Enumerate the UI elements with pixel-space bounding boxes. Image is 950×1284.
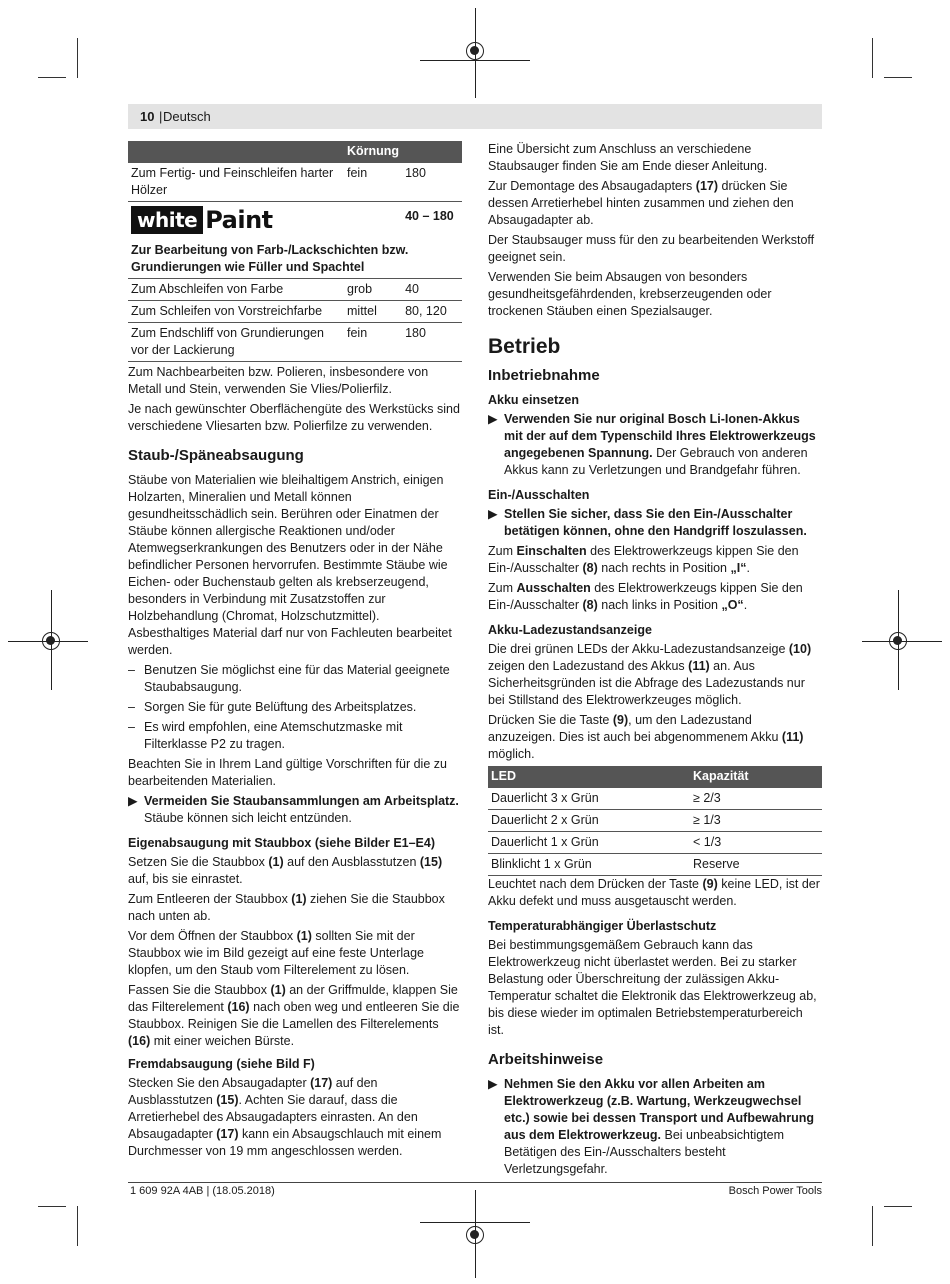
grain-table-header-grit	[402, 141, 462, 163]
table-cell: Zum Fertig- und Feinschleifen harter Hölzer	[128, 163, 344, 202]
table-cell: mittel	[344, 301, 402, 323]
right-column	[488, 141, 822, 1181]
left-column	[128, 141, 462, 1163]
warning-bold: Nehmen Sie den Akku vor allen Arbeiten am Elektrowerkzeug (z.B. Wartung, Werkzeugwechsel etc.) sowie bei dessen Transport und Aufbewahrung aus dem Elektrowerkzeug.	[504, 1077, 814, 1142]
paragraph: Verwenden Sie beim Absaugen von besonders gesundheitsgefährdenden, krebserzeugenden oder trockenen Stäuben einen Spezialsauger.	[488, 270, 772, 318]
table-cell: 180	[402, 163, 462, 202]
grain-table	[128, 141, 462, 362]
crop-mark	[77, 1206, 78, 1246]
table-cell: Zum Endschliff von Grundierungen vor der Lackierung	[128, 323, 344, 362]
list-item-text: Sorgen Sie für gute Belüftung des Arbeitsplatzes.	[144, 700, 417, 714]
led-table-header-capacity: Kapazität	[690, 766, 822, 788]
warning-text: Bei unbeabsichtigtem Betätigen des Ein-/Ausschalters besteht Verletzungsgefahr.	[504, 1128, 785, 1176]
paragraph: Die drei grünen LEDs der Akku-Ladezustandsanzeige (10) zeigen den Ladezustand des Akkus (11) an. Aus Sicherheitsgründen ist die Abfrage des Ladezustands nur bei Stillstand des Elektrowerkzeuges möglich.	[488, 642, 812, 707]
registration-mark	[889, 632, 907, 650]
table-row	[128, 202, 462, 237]
paragraph: Setzen Sie die Staubbox (1) auf den Ausblasstutzen (15) auf, bis sie einrastet.	[128, 855, 443, 886]
paragraph: Zum Entleeren der Staubbox (1) ziehen Sie die Staubbox nach unten ab.	[128, 892, 445, 923]
dash-bullet: –	[128, 663, 135, 677]
crop-mark	[77, 38, 78, 78]
subheading: Fremdabsaugung (siehe Bild F)	[128, 1057, 315, 1071]
warning-bold: Vermeiden Sie Staubansammlungen am Arbeitsplatz.	[144, 794, 459, 808]
list-item-text: Es wird empfohlen, eine Atemschutzmaske mit Filterklasse P2 zu tragen.	[144, 720, 403, 751]
paragraph: Zum Ausschalten des Elektrowerkzeugs kippen Sie den Ein-/Ausschalter (8) nach links in Position „O“.	[488, 581, 803, 612]
paragraph: Eine Übersicht zum Anschluss an verschiedene Staubsauger finden Sie am Ende dieser Anleitung.	[488, 142, 768, 173]
footer-document-number: 1 609 92A 4AB | (18.05.2018)	[130, 1185, 275, 1197]
table-cell: fein	[344, 323, 402, 362]
grain-table-header-use	[128, 141, 344, 163]
table-cell: 40	[402, 279, 462, 301]
paragraph: Stecken Sie den Absaugadapter (17) auf den Ausblasstutzen (15). Achten Sie darauf, dass die Arretierhebel des Absaugadapters einrasten. An den Absaugadapter (17) kann ein Absaugschlauch mit einem Durchmesser von 19 mm angeschlossen werden.	[128, 1076, 442, 1158]
crop-mark	[872, 1206, 873, 1246]
table-row: Dauerlicht 1 x Grün < 1/3	[488, 832, 822, 854]
page-number: 10	[140, 109, 155, 124]
white-paint-logo	[131, 206, 399, 234]
table-cell: 80, 120	[402, 301, 462, 323]
subheading: Akku einsetzen	[488, 393, 580, 407]
table-row	[128, 323, 462, 362]
subheading: Ein-/Ausschalten	[488, 488, 590, 502]
paragraph: Beachten Sie in Ihrem Land gültige Vorschriften für die zu bearbeitenden Materialien.	[128, 757, 447, 788]
table-row	[128, 301, 462, 323]
table-subheading: Zur Bearbeitung von Farb-/Lackschichten bzw. Grundierungen wie Füller und Spachtel	[128, 236, 462, 279]
warning-text: Stäube können sich leicht entzünden.	[144, 811, 352, 825]
table-row: Blinklicht 1 x Grün Reserve	[488, 854, 822, 876]
dash-bullet: –	[128, 700, 135, 714]
warning-item	[128, 793, 462, 827]
table-row	[128, 163, 462, 202]
paragraph: Je nach gewünschter Oberflächengüte des Werkstücks sind verschiedene Vliesarten bzw. Polierfilze zu verwenden.	[128, 402, 460, 433]
table-cell: Zum Abschleifen von Farbe	[128, 279, 344, 301]
logo-white-text: white	[131, 206, 203, 234]
arrow-icon: ▶	[488, 1077, 498, 1091]
table-row: Dauerlicht 3 x Grün ≥ 2/3	[488, 788, 822, 810]
section-heading: Inbetriebnahme	[488, 367, 600, 384]
crop-mark	[872, 38, 873, 78]
warning-item	[488, 506, 822, 540]
arrow-icon: ▶	[128, 794, 138, 808]
logo-paint-text: Paint	[205, 206, 273, 234]
table-cell: 40 – 180	[405, 209, 454, 223]
table-cell: 180	[402, 323, 462, 362]
table-cell: Zum Schleifen von Vorstreichfarbe	[128, 301, 344, 323]
paragraph: Drücken Sie die Taste (9), um den Ladezustand anzuzeigen. Dies ist auch bei abgenommenem Akku (11) möglich.	[488, 713, 804, 761]
crop-mark	[38, 77, 66, 78]
paragraph: Zur Demontage des Absaugadapters (17) drücken Sie dessen Arretierhebel hinten zusammen und ziehen den Absaugadapter ab.	[488, 179, 794, 227]
registration-mark	[42, 632, 60, 650]
table-cell: grob	[344, 279, 402, 301]
dash-bullet: –	[128, 720, 135, 734]
subheading: Akku-Ladezustandsanzeige	[488, 623, 652, 637]
table-row	[128, 236, 462, 279]
paragraph: Fassen Sie die Staubbox (1) an der Griffmulde, klappen Sie das Filterelement (16) nach oben weg und entleeren Sie die Staubbox. Reinigen Sie die Lamellen des Filterelements (16) mit einer weichen Bürste.	[128, 983, 460, 1048]
footer-rule	[128, 1182, 822, 1183]
section-heading: Arbeitshinweise	[488, 1051, 604, 1068]
crop-mark	[38, 1206, 66, 1207]
table-row: Dauerlicht 2 x Grün ≥ 1/3	[488, 810, 822, 832]
paragraph: Zum Nachbearbeiten bzw. Polieren, insbesondere von Metall und Stein, verwenden Sie Vlies/Polierfilz.	[128, 365, 429, 396]
crop-mark	[884, 1206, 912, 1207]
paragraph: Zum Einschalten des Elektrowerkzeugs kippen Sie den Ein-/Ausschalter (8) nach rechts in Position „I“.	[488, 544, 799, 575]
arrow-icon: ▶	[488, 412, 498, 426]
warning-bold: Verwenden Sie nur original Bosch Li-Ionen-Akkus mit der auf dem Typenschild Ihres Elektrowerkzeugs angegebenen Spannung.	[504, 412, 816, 460]
header-language: Deutsch	[163, 109, 211, 124]
warning-item	[488, 411, 822, 479]
grain-table-header-grade: Körnung	[344, 141, 402, 163]
led-table-header-led: LED	[488, 766, 690, 788]
header-separator: |	[159, 109, 163, 124]
warning-text: Der Gebrauch von anderen Akkus kann zu Verletzungen und Brandgefahr führen.	[504, 446, 808, 477]
registration-mark	[466, 1226, 484, 1244]
registration-mark	[466, 42, 484, 60]
subheading: Temperaturabhängiger Überlastschutz	[488, 919, 717, 933]
warning-item	[488, 1076, 822, 1178]
paragraph: Leuchtet nach dem Drücken der Taste (9) keine LED, ist der Akku defekt und muss ausgetauscht werden.	[488, 877, 820, 908]
subheading: Eigenabsaugung mit Staubbox (siehe Bilder E1–E4)	[128, 836, 436, 850]
table-cell: fein	[344, 163, 402, 202]
list-item	[128, 662, 462, 696]
crop-mark	[884, 77, 912, 78]
list-item	[128, 719, 462, 753]
list-item-text: Benutzen Sie möglichst eine für das Material geeignete Staubabsaugung.	[144, 663, 450, 694]
page-header	[128, 104, 822, 129]
paragraph: Der Staubsauger muss für den zu bearbeitenden Werkstoff geeignet sein.	[488, 233, 815, 264]
list-item	[128, 699, 462, 716]
led-table	[488, 766, 822, 876]
arrow-icon: ▶	[488, 507, 498, 521]
warning-bold: Stellen Sie sicher, dass Sie den Ein-/Ausschalter betätigen können, ohne den Handgriff loszulassen.	[504, 507, 807, 538]
table-row	[128, 279, 462, 301]
chapter-heading: Betrieb	[488, 335, 561, 358]
footer-brand: Bosch Power Tools	[728, 1185, 822, 1197]
paragraph: Bei bestimmungsgemäßem Gebrauch kann das Elektrowerkzeug nicht überlastet werden. Bei zu starker Belastung oder Überschreitung der zulässigen Akku-Temperatur schaltet die Elektronik das Elektrowerkzeug ab, bis diese wieder im optimalen Betriebstemperaturbereich ist.	[488, 938, 817, 1037]
section-heading: Staub-/Späneabsaugung	[128, 447, 304, 464]
paragraph: Vor dem Öffnen der Staubbox (1) sollten Sie mit der Staubbox wie im Bild gezeigt auf eine feste Unterlage klopfen, um den Staub vom Filterelement zu lösen.	[128, 929, 425, 977]
paragraph: Stäube von Materialien wie bleihaltigem Anstrich, einigen Holzarten, Mineralien und Metall können gesundheitsschädlich sein. Berühren oder Einatmen der Stäube können allergische Reaktionen und/oder Atemwegserkrankungen des Benutzers oder in der Nähe befindlicher Personen hervorrufen. Bestimmte Stäube wie Eichen- oder Buchenstaub gelten als krebserzeugend, besonders in Verbindung mit Zusatzstoffen zur Holzbehandlung (Chromat, Holzschutzmittel). Asbesthaltiges Material darf nur von Fachleuten bearbeitet werden.	[128, 473, 452, 657]
